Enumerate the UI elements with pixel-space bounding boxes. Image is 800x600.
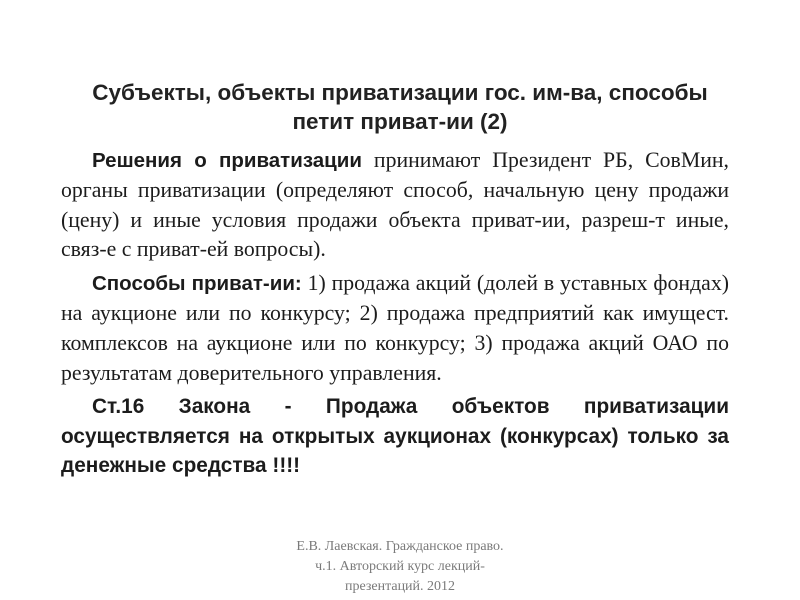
paragraph-privatization-methods: [61, 269, 729, 388]
paragraph-text: 1) продажа акций (долей в уставных фондах) на аукционе или по конкурсу; 2) продажа предприятий как имущест. комплексов на аукционе или по конкурсу; 3) продажа акций ОАО по результатам доверительного управления.: [61, 271, 729, 385]
footer-line: презентаций. 2012: [344, 579, 456, 594]
slide-body: [61, 146, 729, 481]
slide-title: Субъекты, объекты приватизации гос. им-ва, способы петит приват-ии (2): [92, 80, 708, 134]
footer-citation: [250, 537, 550, 597]
paragraph-privatization-decisions: [61, 146, 729, 265]
paragraph-text: принимают Президент РБ, СовМин, органы приватизации (определяют способ, начальную цену продажи (цену) и иные условия продажи объекта приват-ии, разреш-т иные, связ-е с приват-ей вопросы).: [61, 148, 729, 262]
footer-line: Е.В. Лаевская. Гражданское право.: [296, 539, 504, 554]
footer-line: ч.1. Авторский курс лекций-: [315, 559, 485, 574]
paragraph-lead: Решения о приватизации: [92, 149, 362, 172]
paragraph-article-16: Ст.16 Закона - Продажа объектов приватизации осуществляется на открытых аукционах (конкурсах) только за денежные средства !!!!: [61, 395, 729, 478]
paragraph-lead: Способы приват-ии:: [92, 272, 302, 296]
